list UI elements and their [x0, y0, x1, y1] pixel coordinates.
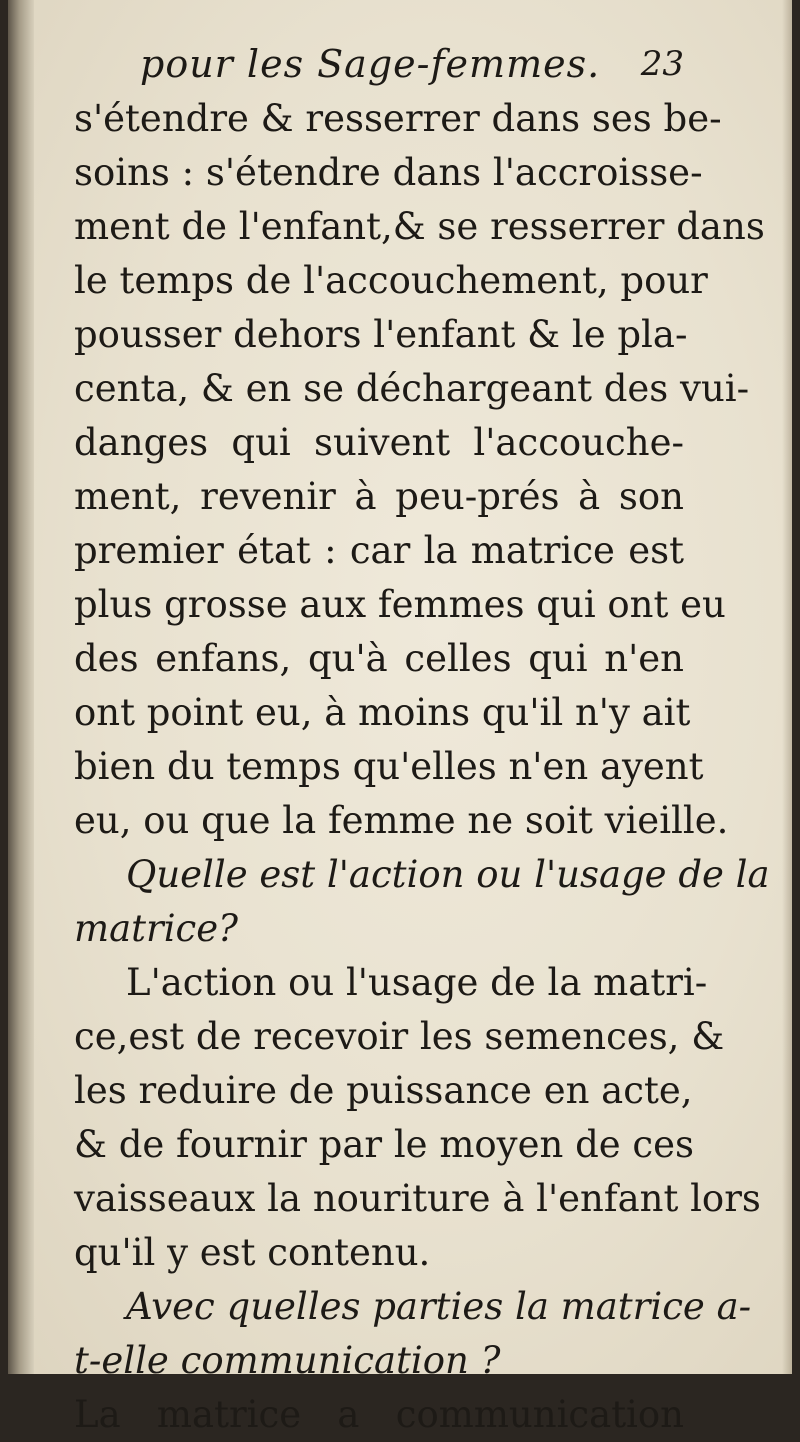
question-line: Quelle est l'action ou l'usage de la	[126, 853, 770, 896]
text-line: bien du temps qu'elles n'en ayent	[74, 745, 704, 788]
text-line: soins : s'étendre dans l'accroisse-	[74, 151, 703, 194]
text-line: qu'il y est contenu.	[74, 1231, 431, 1274]
text-line: danges qui suivent l'accouche-	[74, 421, 684, 464]
page-header	[74, 34, 684, 92]
page-text-block	[74, 34, 770, 1442]
text-line: vaisseaux la nouriture à l'enfant lors	[74, 1177, 761, 1220]
text-line: le temps de l'accouchement, pour	[74, 259, 708, 302]
question-line: matrice?	[74, 907, 238, 950]
text-line: ont point eu, à moins qu'il n'y ait	[74, 691, 691, 734]
paragraph-3	[74, 1388, 684, 1442]
paragraph-2	[74, 956, 761, 1280]
page-edge	[782, 0, 792, 1374]
text-line: La matrice a communication	[74, 1393, 684, 1436]
text-line: L'action ou l'usage de la matri-	[126, 961, 708, 1004]
text-line: ment, revenir à peu-prés à son	[74, 475, 684, 518]
question-2	[74, 1280, 752, 1388]
book-page	[8, 0, 792, 1436]
question-line: Avec quelles parties la matrice a-	[126, 1285, 752, 1328]
text-line: les reduire de puissance en acte,	[74, 1069, 693, 1112]
page-number: 23	[640, 44, 684, 84]
question-1	[74, 848, 770, 956]
text-line: ce,est de recevoir les semences, &	[74, 1015, 725, 1058]
text-line: pousser dehors l'enfant & le pla-	[74, 313, 688, 356]
text-line: ment de l'enfant,& se resserrer dans	[74, 205, 765, 248]
text-line: premier état : car la matrice est	[74, 529, 684, 572]
text-line: s'étendre & resserrer dans ses be-	[74, 97, 722, 140]
question-line: t-elle communication ?	[74, 1339, 501, 1382]
page-gutter	[8, 0, 34, 1374]
text-line: & de fournir par le moyen de ces	[74, 1123, 695, 1166]
text-line: eu, ou que la femme ne soit vieille.	[74, 799, 729, 842]
text-line: plus grosse aux femmes qui ont eu	[74, 583, 726, 626]
text-line: des enfans, qu'à celles qui n'en	[74, 637, 684, 680]
paragraph-1	[74, 92, 765, 848]
running-head: pour les Sage-femmes.	[140, 42, 601, 86]
text-line: centa, & en se déchargeant des vui-	[74, 367, 750, 410]
